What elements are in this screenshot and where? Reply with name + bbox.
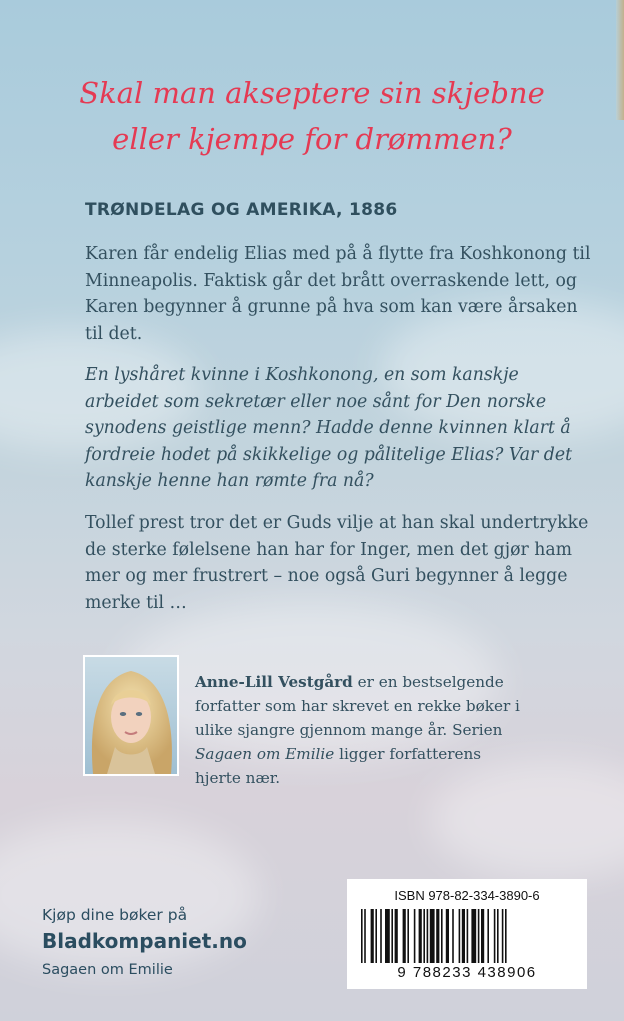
setting-heading: TRØNDELAG OG AMERIKA, 1886 [85,200,398,220]
author-bio [195,670,525,790]
series-name: Sagaen om Emilie [42,962,173,978]
tagline-line-2: eller kjempe for drømmen? [112,122,512,156]
author-name: Anne-Lill Vestgård [195,673,353,691]
blurb-paragraph-1: Karen får endelig Elias med på å flytte fra Koshkonong til Minneapolis. Faktisk går det brått overraskende lett, og Karen begynner å grunne på hva som kan være årsaken til det. [85,244,591,344]
blurb-paragraph-3: Tollef prest tror det er Guds vilje at han skal undertrykke de sterke følelsene han har for Inger, men det gjør ham mer og mer frustrert – noe også Guri begynner å legge merke til … [85,513,589,613]
tagline-line-1: Skal man akseptere sin skjebne [79,76,545,110]
series-title: Sagaen om Emilie [195,745,335,763]
spine-edge [616,0,624,120]
author-bio-text-1: er en bestselgende forfatter som har skrevet en rekke bøker i ulike sjangre gjennom mange år. Serien [195,673,520,739]
barcode-icon [359,909,575,963]
blurb-paragraph-2: En lyshåret kvinne i Koshkonong, en som kanskje arbeidet som sekretær eller noe sånt for Den norske synodens geistlige menn? Hadde denne kvinnen klart å fordreie hodet på skikkelige og pålitelige Elias? Var det kanskje henne han rømte fra nå? [85,365,573,491]
author-bio-text-2: ligger forfatterens hjerte nær. [195,745,482,787]
buy-books-text: Kjøp dine bøker på [42,906,188,924]
publisher-website: Bladkompaniet.no [42,929,247,953]
tagline [40,70,584,162]
isbn-label: ISBN 978-82-334-3890-6 [394,888,540,903]
barcode-number: 9 788233 438906 [397,964,537,981]
barcode-box [347,879,587,989]
author-photo [83,655,179,776]
